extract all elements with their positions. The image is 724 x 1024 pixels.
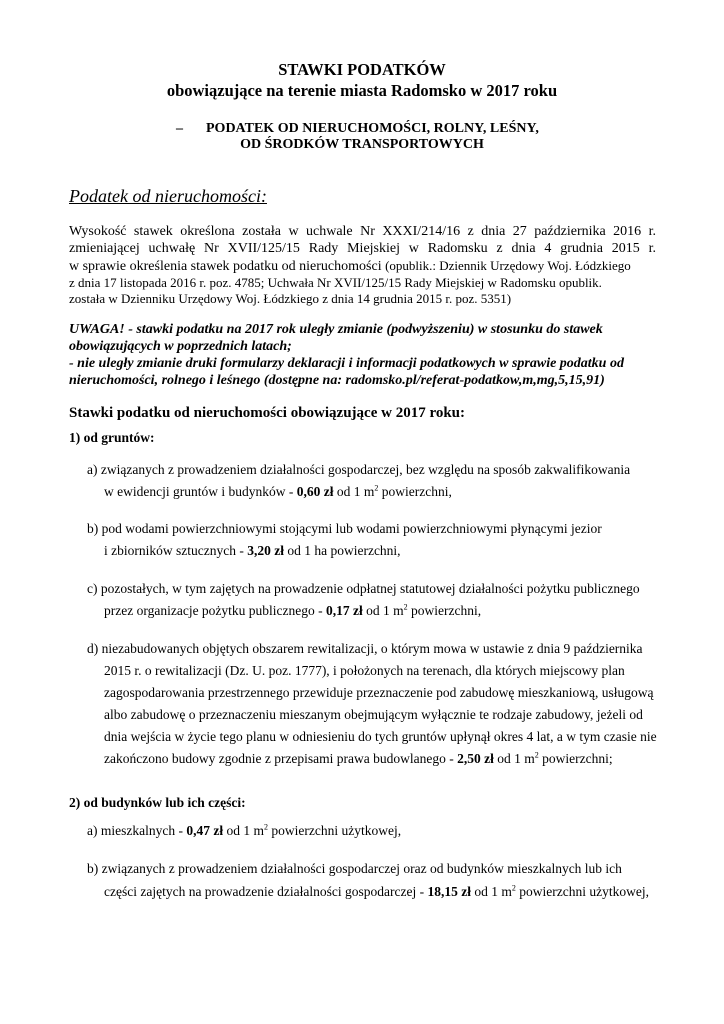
subtitle-dash: – [176, 121, 183, 136]
intro-line-2: zmieniającej uchwałę Nr XVII/125/15 Rady Miejskiej w Radomsku z dnia 4 grudnia 2015 r. [69, 241, 656, 256]
text-run: od 1 m [470, 884, 512, 899]
intro-line-3b: (opublik.: Dziennik Urzędowy Woj. Łódzkiego [385, 258, 631, 273]
rate-value: 0,60 zł [296, 484, 334, 499]
intro-line-1: Wysokość stawek określona została w uchwale Nr XXXI/214/16 z dnia 27 października 2016 r. [69, 224, 656, 239]
document-title: STAWKI PODATKÓW [278, 60, 446, 79]
group1-b-line2 [104, 543, 401, 559]
text-run: od 1 m [333, 484, 375, 499]
group1-d-line2: 2015 r. o rewitalizacji (Dz. U. poz. 1777), i położonych na terenach, dla których miejscowy plan [104, 663, 625, 678]
text-run: od 1 m [362, 603, 404, 618]
intro-line-5: została w Dzienniku Urzędowy Woj. Łódzkiego z dnia 14 grudnia 2015 r. poz. 5351) [69, 291, 512, 306]
rates-title: Stawki podatku od nieruchomości obowiązujące w 2017 roku: [69, 405, 466, 421]
document-subtitle [176, 121, 539, 137]
text-run: od 1 m [223, 823, 264, 838]
group1-heading: 1) od gruntów: [69, 430, 155, 445]
intro-line-3 [69, 258, 631, 275]
rate-value: 18,15 zł [427, 884, 471, 899]
subtitle-line1: PODATEK OD NIERUCHOMOŚCI, ROLNY, LEŚNY, [206, 121, 539, 136]
text-run: powierzchni, [407, 603, 482, 618]
group2-b-line2 [104, 884, 649, 900]
warning-line-1: UWAGA! - stawki podatku na 2017 rok uległy zmianie (podwyższeniu) w stosunku do stawek [69, 322, 603, 337]
text-run: przez organizacje pożytku publicznego - [104, 603, 327, 618]
text-run: zakończono budowy zgodnie z przepisami prawa budowlanego - [104, 751, 458, 766]
text-run: powierzchni, [378, 484, 452, 499]
text-run: części zajętych na prowadzenie działalności gospodarczej - [104, 884, 428, 899]
group2-a-line [87, 823, 401, 839]
rate-value: 2,50 zł [457, 751, 494, 766]
rate-value: 0,47 zł [186, 823, 224, 838]
text-run: a) mieszkalnych - [87, 823, 187, 838]
intro-line-3a: w sprawie określenia stawek podatku od nieruchomości [69, 259, 386, 274]
text-run: powierzchni; [538, 751, 613, 766]
group1-d-line4: albo zabudowę o przeznaczeniu mieszanym obejmującym wyłącznie te rodzaje zabudowy, jeżeli od [104, 707, 643, 722]
text-run: od 1 m [493, 751, 535, 766]
superscript: 2 [263, 822, 268, 832]
group1-a-line2 [104, 484, 452, 500]
text-run: i zbiorników sztucznych - [104, 543, 248, 558]
superscript: 2 [534, 750, 539, 760]
text-run: powierzchni użytkowej, [515, 884, 649, 899]
intro-line-4: z dnia 17 listopada 2016 r. poz. 4785; Uchwała Nr XVII/125/15 Rady Miejskiej w Radomsku opublik. [69, 275, 602, 290]
group1-d-line1: d) niezabudowanych objętych obszarem rewitalizacji, o którym mowa w ustawie z dnia 9 października [87, 641, 643, 656]
group1-d-line6 [104, 751, 613, 767]
group1-a-line1: a) związanych z prowadzeniem działalności gospodarczej, bez względu na sposób zakwalifikowania [87, 462, 631, 477]
text-run: w ewidencji gruntów i budynków - [104, 484, 297, 499]
warning-line-3: - nie uległy zmianie druki formularzy deklaracji i informacji podatkowych w sprawie podatku od [69, 356, 624, 371]
rate-value: 3,20 zł [247, 543, 284, 558]
group2-b-line1: b) związanych z prowadzeniem działalności gospodarczej oraz od budynków mieszkalnych lub ich [87, 861, 622, 876]
superscript: 2 [403, 602, 408, 612]
text-run: powierzchni użytkowej, [267, 823, 402, 838]
text-run: od 1 ha powierzchni, [283, 543, 401, 558]
group1-c-line2 [104, 603, 481, 619]
superscript: 2 [374, 483, 379, 493]
section-heading: Podatek od nieruchomości: [69, 186, 267, 206]
group1-c-line1: c) pozostałych, w tym zajętych na prowadzenie odpłatnej statutowej działalności pożytku publicznego [87, 581, 640, 596]
group1-b-line1: b) pod wodami powierzchniowymi stojącymi lub wodami powierzchniowymi płynącymi jezior [87, 521, 602, 536]
warning-line-4: nieruchomości, rolnego i leśnego (dostępne na: radomsko.pl/referat-podatkow,m,mg,5,15,91) [69, 373, 605, 388]
group2-heading: 2) od budynków lub ich części: [69, 795, 246, 810]
superscript: 2 [511, 883, 516, 893]
rate-value: 0,17 zł [326, 603, 363, 618]
group1-d-line5: dnia wejścia w życie tego planu w odniesieniu do tych gruntów upłynął okres 4 lat, a w tym czasie nie [104, 729, 657, 744]
warning-line-2: obowiązujących w poprzednich latach; [69, 339, 292, 354]
subtitle-line2: OD ŚRODKÓW TRANSPORTOWYCH [240, 137, 484, 152]
document-title-line2: obowiązujące na terenie miasta Radomsko w 2017 roku [166, 81, 558, 100]
group1-d-line3: zagospodarowania przestrzennego przewiduje przeznaczenie pod zabudowę mieszkaniową, usługową [104, 685, 654, 700]
